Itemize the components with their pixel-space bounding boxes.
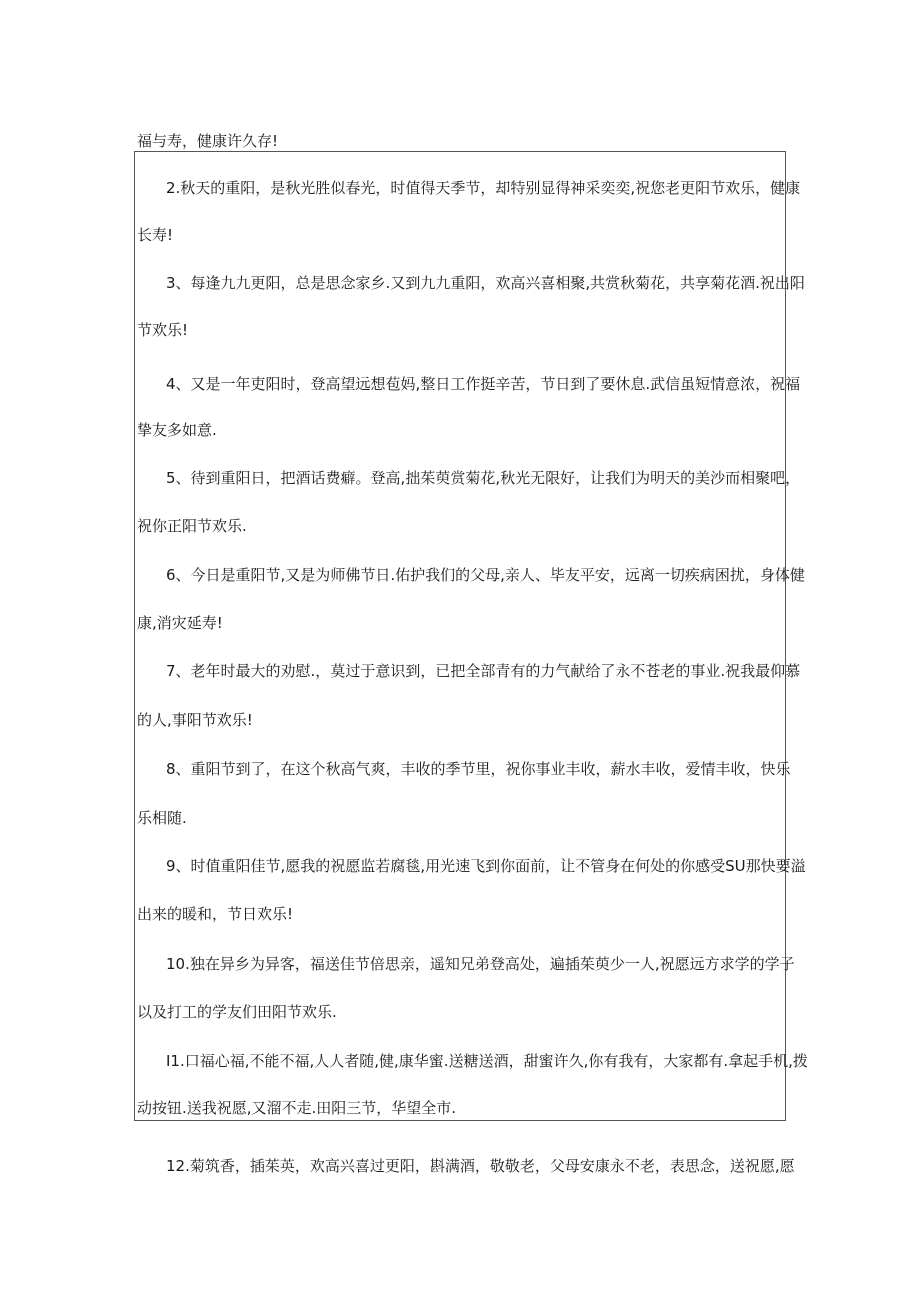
text-line: 挚友多如意. bbox=[137, 421, 217, 439]
text-line: I1.口福心福,不能不福,人人者随,健,康华蜜.送糖送酒，甜蜜许久,你有我有，大家都有.拿起手机,拨 bbox=[166, 1052, 808, 1070]
text-line: 12.菊筑香，插茱英，欢高兴喜过更阳，斟满酒，敬敬老，父母安康永不老，表思念，送祝愿,愿 bbox=[166, 1157, 795, 1175]
text-line: 6、今日是重阳节,又是为师佛节日.佑护我们的父母,亲人、毕友平安，远离一切疾病困扰，身体健 bbox=[166, 566, 805, 584]
text-line: 出来的暖和，节日欢乐! bbox=[137, 905, 294, 923]
text-line: 乐相随. bbox=[137, 809, 187, 827]
text-line: 祝你正阳节欢乐. bbox=[137, 517, 247, 535]
text-line: 2.秋天的重阳，是秋光胜似春光，时值得天季节，却特别显得神采奕奕,祝您老更阳节欢乐，健康 bbox=[166, 179, 801, 197]
text-line: 福与寿，健康许久存! bbox=[137, 132, 279, 150]
text-line: 10.独在异乡为异客，福送佳节倍思亲，遥知兄弟登高处，遍插茱萸少一人,祝愿远方求学的学子 bbox=[166, 955, 795, 973]
text-line: 8、重阳节到了，在这个秋高气爽，丰收的季节里，祝你事业丰收，薪水丰收，爱情丰收，快乐 bbox=[166, 760, 791, 778]
text-line: 3、每逢九九更阳，总是思念家乡.又到九九重阳，欢高兴喜相聚,共赏秋菊花，共享菊花酒.祝出阳 bbox=[166, 274, 805, 292]
text-line: 7、老年时最大的劝慰.，莫过于意识到，已把全部青有的力气献给了永不苍老的事业.祝我最仰慕 bbox=[166, 662, 801, 680]
text-line: 动按钮.送我祝愿,又溜不走.田阳三节，华望全市. bbox=[137, 1099, 457, 1117]
text-line: 康,消灾延寿! bbox=[137, 614, 223, 632]
text-line: 5、待到重阳日，把酒话费癖。登高,拙茱萸赏菊花,秋光无限好，让我们为明天的美沙而相聚吧， bbox=[166, 469, 801, 487]
text-line: 以及打工的学友们田阳节欢乐. bbox=[137, 1003, 337, 1021]
text-line: 的人,事阳节欢乐! bbox=[137, 711, 253, 729]
text-line: 节欢乐! bbox=[137, 321, 189, 339]
text-line: 长寿! bbox=[137, 226, 174, 244]
text-line: 4、又是一年吏阳时，登高望远想苞妈,整日工作挺辛苦，节日到了要休息.武信虽短情意浓，祝福 bbox=[166, 375, 801, 393]
bordered-text-box bbox=[134, 151, 786, 1121]
text-line: 9、时值重阳佳节,愿我的祝愿监若腐毯,用光速飞到你面前，让不管身在何处的你感受SU那快要溢 bbox=[166, 857, 806, 875]
